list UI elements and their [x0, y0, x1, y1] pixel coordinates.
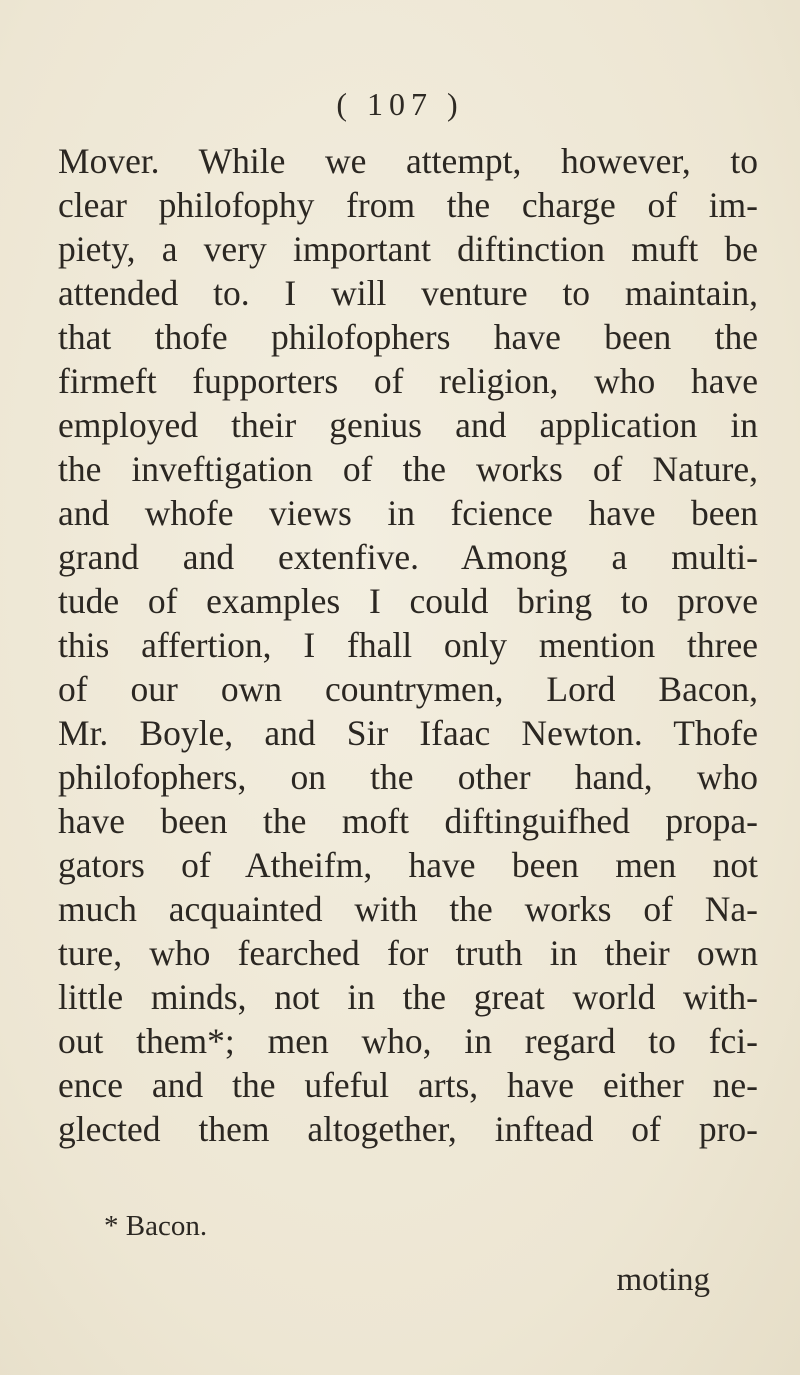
footnote: * Bacon.: [104, 1210, 208, 1242]
text-line: Mover. While we attempt, however, to: [58, 141, 758, 181]
body-text: [58, 139, 758, 1151]
text-line: tude of examples I could bring to prove: [58, 581, 758, 621]
text-line: ture, who fearched for truth in their own: [58, 933, 758, 973]
text-line: piety, a very important diftinction muft be: [58, 229, 758, 269]
text-line: have been the moft diftinguifhed propa-: [58, 801, 758, 841]
text-line: ence and the ufeful arts, have either ne-: [58, 1065, 758, 1105]
text-line: this affertion, I fhall only mention three: [58, 625, 758, 665]
text-line: and whofe views in fcience have been: [58, 493, 758, 533]
text-line: attended to. I will venture to maintain,: [58, 273, 758, 313]
text-line: philofophers, on the other hand, who: [58, 757, 758, 797]
text-line: gators of Atheifm, have been men not: [58, 845, 758, 885]
text-line: grand and extenfive. Among a multi-: [58, 537, 758, 577]
text-line: out them*; men who, in regard to fci-: [58, 1021, 758, 1061]
text-line: the inveftigation of the works of Nature,: [58, 449, 758, 489]
text-line: firmeft fupporters of religion, who have: [58, 361, 758, 401]
text-line: that thofe philofophers have been the: [58, 317, 758, 357]
text-line: Mr. Boyle, and Sir Ifaac Newton. Thofe: [58, 713, 758, 753]
text-line: employed their genius and application in: [58, 405, 758, 445]
text-line: glected them altogether, inftead of pro-: [58, 1109, 758, 1149]
catchword: moting: [616, 1262, 710, 1298]
text-line: clear philofophy from the charge of im-: [58, 185, 758, 225]
text-line: little minds, not in the great world with-: [58, 977, 758, 1017]
page-number: ( 107 ): [336, 86, 464, 122]
text-line: much acquainted with the works of Na-: [58, 889, 758, 929]
text-line: of our own countrymen, Lord Bacon,: [58, 669, 758, 709]
